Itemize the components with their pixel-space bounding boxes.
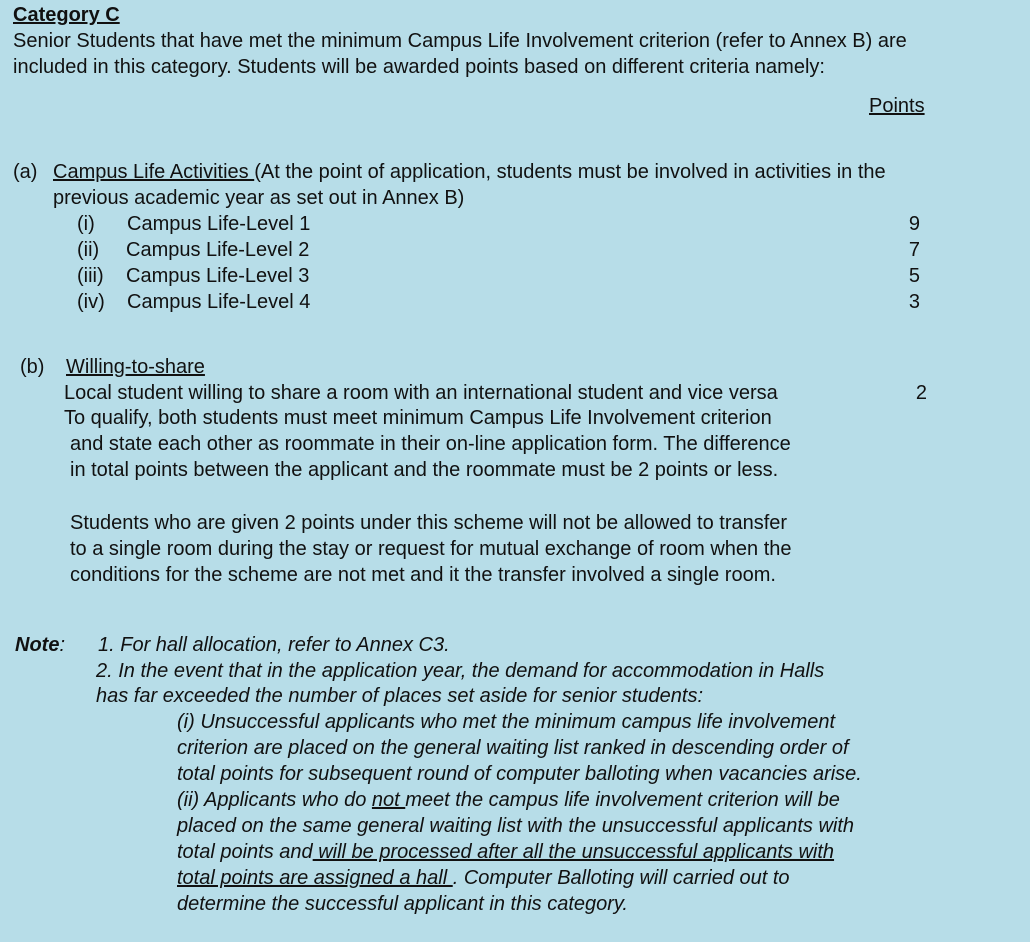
section-a-heading: Campus Life Activities <box>53 161 255 183</box>
level-3-roman: (iii) <box>77 265 104 287</box>
intro-line-1: Senior Students that have met the minimum Campus Life Involvement criterion (refer to Annex B) are <box>13 30 907 52</box>
note-label-line <box>15 632 65 658</box>
section-a-heading-rest: (At the point of application, students must be involved in activities in the <box>254 161 886 183</box>
intro-line-2: included in this category. Students will be awarded points based on different criteria namely: <box>13 56 825 78</box>
level-1-label: Campus Life-Level 1 <box>127 213 311 235</box>
note-sub-ii-line-1-c: meet the campus life involvement criterion will be <box>405 789 840 811</box>
section-b-points: 2 <box>915 382 927 404</box>
section-b-line-1: Local student willing to share a room with an international student and vice versa <box>64 382 778 404</box>
note-colon: : <box>59 634 66 656</box>
note-sub-ii-line-3-b: will be processed after all the unsuccessful applicants with <box>312 841 835 863</box>
level-4-roman: (iv) <box>77 291 105 313</box>
points-header: Points <box>869 95 925 117</box>
level-3-label: Campus Life-Level 3 <box>126 265 310 287</box>
level-1-points: 9 <box>908 213 920 235</box>
note-sub-ii-line-1 <box>177 787 840 813</box>
level-3-points: 5 <box>908 265 920 287</box>
level-4-label: Campus Life-Level 4 <box>127 291 311 313</box>
level-1-roman: (i) <box>77 213 95 235</box>
level-2-roman: (ii) <box>77 239 100 261</box>
note-sub-ii-line-4 <box>177 865 790 891</box>
note-sub-ii-line-4-b: . Computer Balloting will carried out to <box>452 867 790 889</box>
note-sub-ii-line-3 <box>177 839 834 865</box>
note-sub-i-line-1: (i) Unsuccessful applicants who met the minimum campus life involvement <box>177 711 836 733</box>
section-b-line-4: in total points between the applicant and the roommate must be 2 points or less. <box>70 459 779 481</box>
note-sub-i-line-2: criterion are placed on the general waiting list ranked in descending order of <box>177 737 849 759</box>
note-sub-ii-line-4-a: total points are assigned a hall <box>177 867 453 889</box>
level-2-points: 7 <box>908 239 920 261</box>
section-b-line-2: To qualify, both students must meet minimum Campus Life Involvement criterion <box>64 407 772 429</box>
note-sub-ii-not: not <box>371 789 406 811</box>
section-b-marker: (b) <box>20 356 45 378</box>
category-title: Category C <box>13 4 120 26</box>
note-sub-ii-line-1-a: (ii) Applicants who do <box>177 789 372 811</box>
level-4-points: 3 <box>908 291 920 313</box>
section-b-para2-line-3: conditions for the scheme are not met and it the transfer involved a single room. <box>70 564 776 586</box>
note-sub-ii-line-3-a: total points and <box>177 841 313 863</box>
section-b-para2-line-1: Students who are given 2 points under this scheme will not be allowed to transfer <box>70 512 788 534</box>
section-a-line-2: previous academic year as set out in Annex B) <box>53 187 465 209</box>
section-a-heading-line <box>53 159 886 185</box>
level-2-label: Campus Life-Level 2 <box>126 239 310 261</box>
section-b-heading: Willing-to-share <box>66 356 205 378</box>
note-item-1: 1. For hall allocation, refer to Annex C3. <box>98 634 450 656</box>
note-sub-ii-line-5: determine the successful applicant in this category. <box>177 893 628 915</box>
note-item-2-line-2: has far exceeded the number of places set aside for senior students: <box>96 685 704 707</box>
note-item-2-line-1: 2. In the event that in the application year, the demand for accommodation in Halls <box>96 660 825 682</box>
note-sub-i-line-3: total points for subsequent round of computer balloting when vacancies arise. <box>177 763 862 785</box>
section-b-para2-line-2: to a single room during the stay or request for mutual exchange of room when the <box>70 538 792 560</box>
note-label: Note <box>15 634 60 656</box>
section-a-marker: (a) <box>13 161 38 183</box>
section-b-line-3: and state each other as roommate in their on-line application form. The difference <box>70 433 791 455</box>
note-sub-ii-line-2: placed on the same general waiting list with the unsuccessful applicants with <box>177 815 855 837</box>
